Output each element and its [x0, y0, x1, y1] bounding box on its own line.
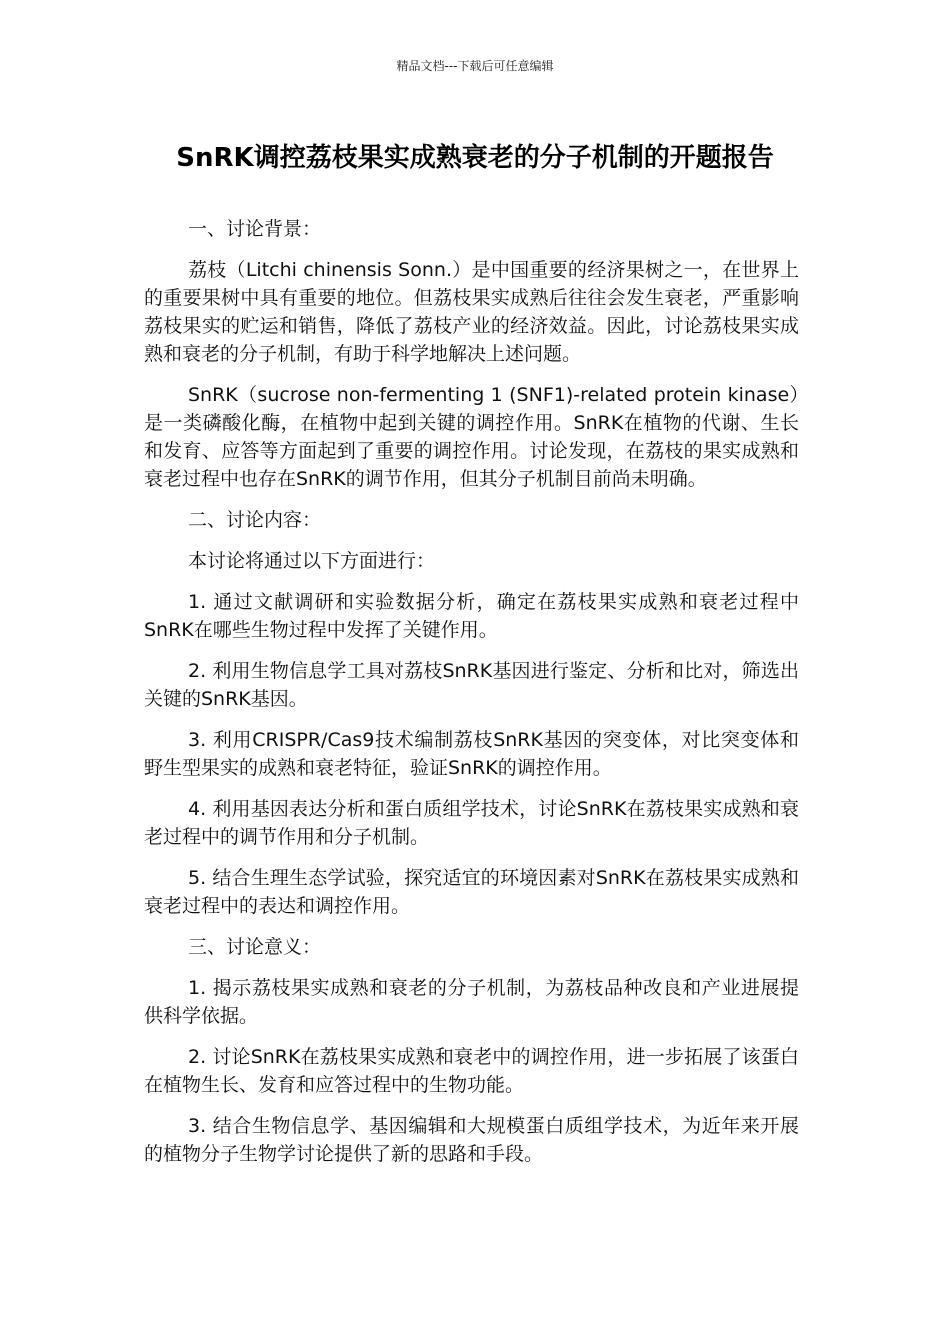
- section-heading-background: 一、讨论背景：: [188, 218, 322, 240]
- paragraph: SnRK（sucrose non-fermenting 1 (SNF1)-related protein kinase）是一类磷酸化酶，在植物中起到关键的调控作用。SnRK在植物的代谢、生长和发育、应答等方面起到了重要的调控作用。讨论发现，在荔枝的果实成熟和衰老过程中也存在SnRK的调节作用，但其分子机制目前尚未明确。: [144, 384, 799, 490]
- paragraph: 荔枝（Litchi chinensis Sonn.）是中国重要的经济果树之一，在世界上的重要果树中具有重要的地位。但荔枝果实成熟后往往会发生衰老，严重影响荔枝果实的贮运和销售，降低了荔枝产业的经济效益。因此，讨论荔枝果实成熟和衰老的分子机制，有助于科学地解决上述问题。: [144, 259, 799, 365]
- list-item: 4. 利用基因表达分析和蛋白质组学技术，讨论SnRK在荔枝果实成熟和衰老过程中的调节作用和分子机制。: [144, 798, 799, 848]
- page-header-note: 精品文档---下载后可任意编辑: [396, 59, 554, 73]
- list-item: 5. 结合生理生态学试验，探究适宜的环境因素对SnRK在荔枝果实成熟和衰老过程中的表达和调控作用。: [144, 867, 799, 917]
- list-item: 1. 揭示荔枝果实成熟和衰老的分子机制，为荔枝品种改良和产业进展提供科学依据。: [144, 977, 799, 1027]
- list-item: 2. 讨论SnRK在荔枝果实成熟和衰老中的调控作用，进一步拓展了该蛋白在植物生长、发育和应答过程中的生物功能。: [144, 1046, 799, 1096]
- list-item: 3. 结合生物信息学、基因编辑和大规模蛋白质组学技术，为近年来开展的植物分子生物学讨论提供了新的思路和手段。: [144, 1115, 799, 1165]
- document-body: [144, 215, 799, 1181]
- list-item: 1. 通过文献调研和实验数据分析，确定在荔枝果实成熟和衰老过程中SnRK在哪些生物过程中发挥了关键作用。: [144, 591, 799, 641]
- list-item: 2. 利用生物信息学工具对荔枝SnRK基因进行鉴定、分析和比对，筛选出关键的SnRK基因。: [144, 660, 799, 710]
- paragraph: 本讨论将通过以下方面进行：: [188, 550, 436, 572]
- list-item: 3. 利用CRISPR/Cas9技术编制荔枝SnRK基因的突变体，对比突变体和野生型果实的成熟和衰老特征，验证SnRK的调控作用。: [144, 729, 799, 779]
- section-heading-significance: 三、讨论意义：: [188, 936, 322, 958]
- section-heading-content: 二、讨论内容：: [188, 509, 322, 531]
- document-title: SnRK调控荔枝果实成熟衰老的分子机制的开题报告: [176, 143, 774, 173]
